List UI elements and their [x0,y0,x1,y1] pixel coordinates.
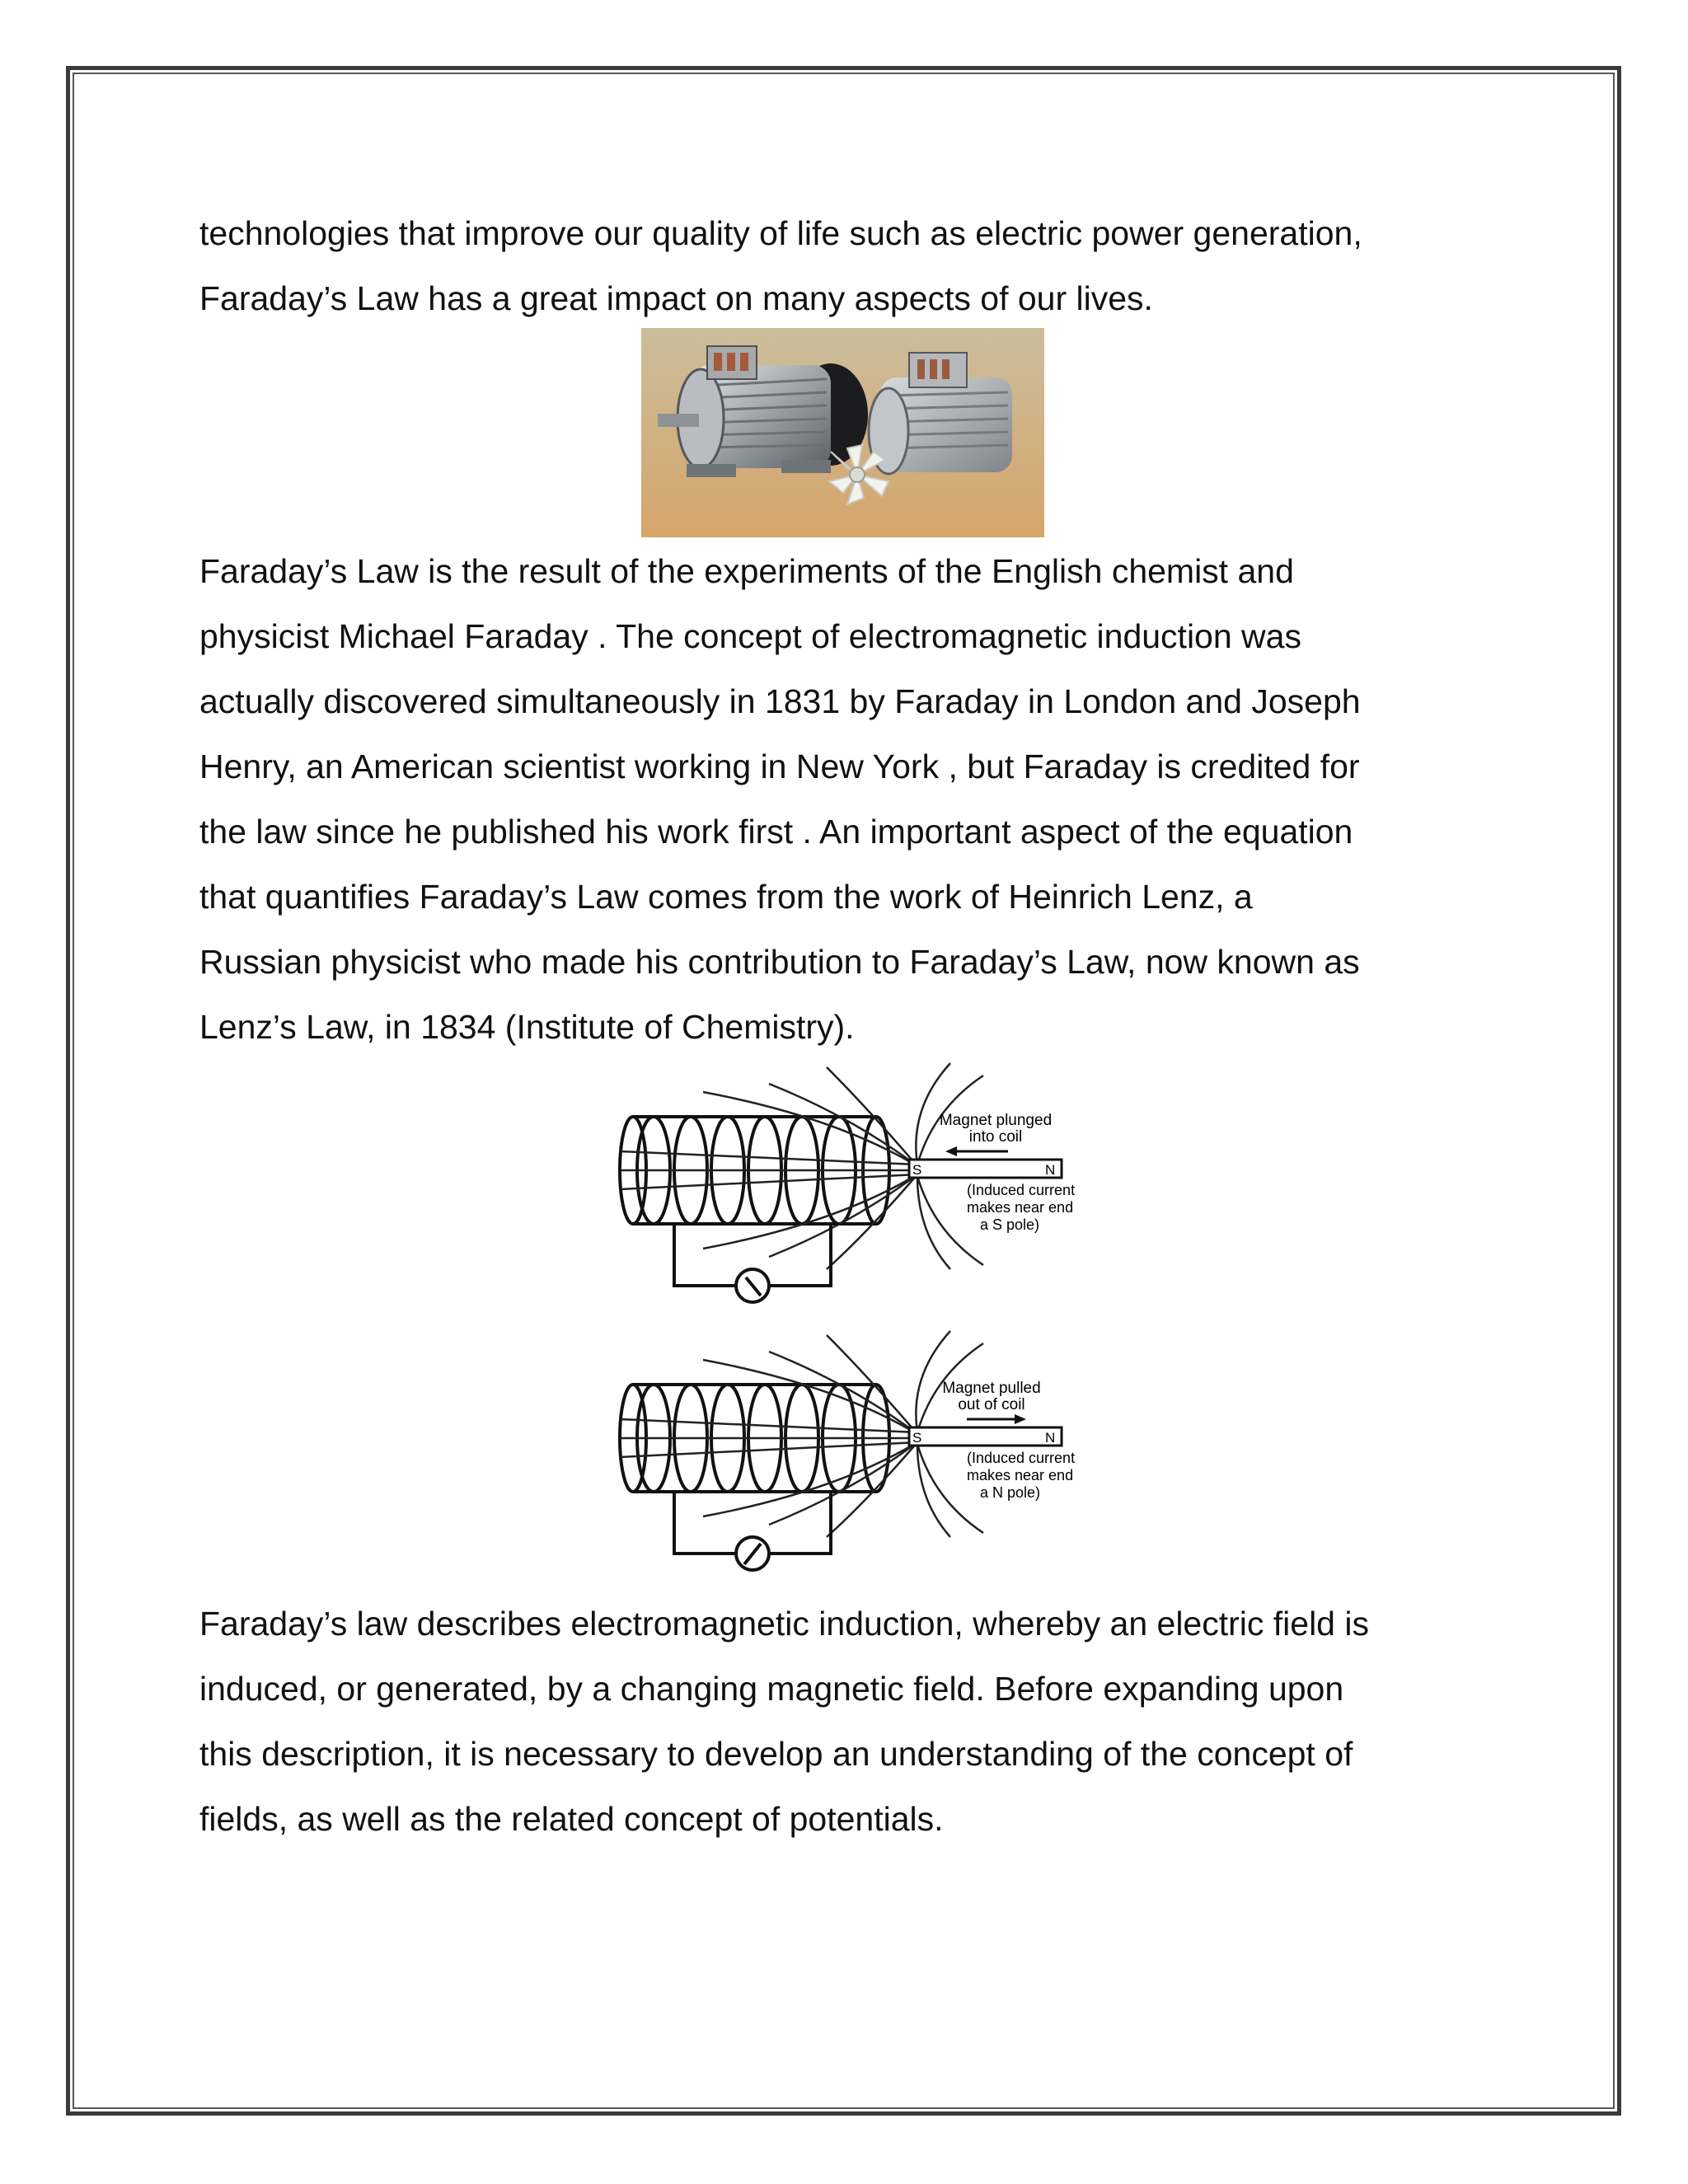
text-line: Faraday’s Law is the result of the experiments of the English chemist and [199,552,1294,590]
text-line: induced, or generated, by a changing magnetic field. Before expanding upon [199,1670,1344,1708]
text-line: Henry, an American scientist working in New York , but Faraday is credited for [199,748,1360,785]
paragraph-2 [199,539,1502,1060]
text-line: that quantifies Faraday’s Law comes from the work of Heinrich Lenz, a [199,878,1253,916]
diagram-caption: Magnet plunged [939,1112,1053,1129]
induction-diagram-pulled [604,1327,1082,1574]
diagram-caption: out of coil [958,1396,1025,1413]
text-line: technologies that improve our quality of life such as electric power generation, [199,214,1362,252]
induction-diagram-plunged [604,1059,1082,1306]
pole-s: S [912,1162,922,1178]
electric-motors-photo [641,328,1044,537]
pole-n: N [1045,1430,1056,1446]
diagram-note: a S pole) [980,1216,1040,1233]
diagram-note: makes near end [967,1467,1074,1483]
diagram-note: makes near end [967,1199,1074,1216]
diagram-caption: Magnet pulled [942,1380,1041,1397]
text-line: Faraday’s law describes electromagnetic induction, whereby an electric field is [199,1605,1369,1643]
diagram-note: (Induced current [967,1450,1076,1466]
text-line: this description, it is necessary to develop an understanding of the concept of [199,1735,1353,1773]
text-line: Lenz’s Law, in 1834 (Institute of Chemistry). [199,1008,855,1046]
text-line: Russian physicist who made his contribution to Faraday’s Law, now known as [199,943,1360,981]
text-line: actually discovered simultaneously in 1831 by Faraday in London and Joseph [199,682,1361,720]
paragraph-3 [199,1591,1502,1852]
pole-s: S [912,1430,922,1446]
text-line: physicist Michael Faraday . The concept of electromagnetic induction was [199,617,1301,655]
diagram-note: a N pole) [980,1484,1041,1501]
diagram-caption: into coil [968,1128,1023,1146]
pole-n: N [1045,1162,1056,1178]
text-line: the law since he published his work first . An important aspect of the equation [199,813,1353,851]
text-line: Faraday’s Law has a great impact on many aspects of our lives. [199,279,1153,317]
text-line: fields, as well as the related concept of potentials. [199,1800,944,1838]
paragraph-1 [199,201,1502,331]
diagram-note: (Induced current [967,1182,1076,1198]
